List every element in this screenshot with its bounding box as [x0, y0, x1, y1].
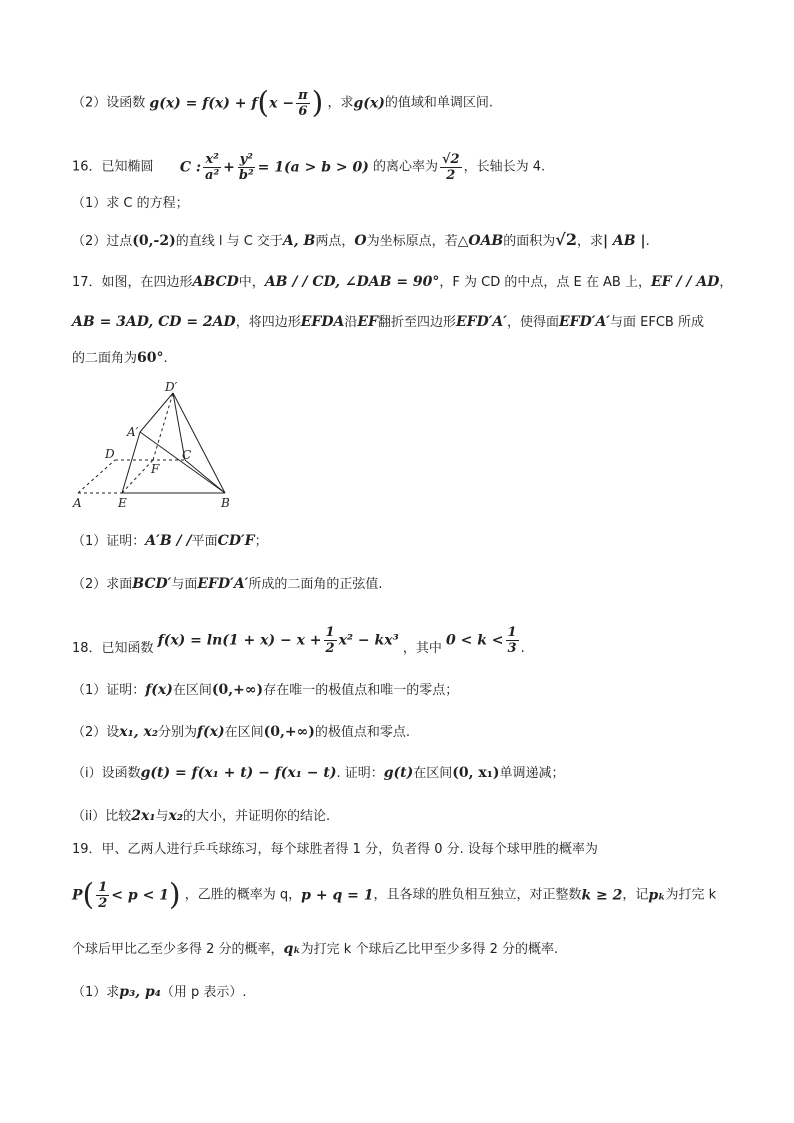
efda: EFDA: [300, 314, 345, 330]
origin: O: [354, 233, 367, 249]
text: （1）证明：: [72, 683, 146, 698]
text: （i）设函数: [72, 766, 141, 781]
efda-plane: EFD′A′: [197, 576, 249, 592]
text: （1）求: [72, 985, 120, 1000]
text: ，长轴长为 4.: [463, 159, 546, 175]
text: ；: [254, 534, 268, 549]
text: ，乙胜的概率为 q，: [184, 887, 302, 903]
abs-ab: | AB |: [602, 233, 646, 249]
k-range: 0 < k <: [446, 632, 504, 649]
q19-part1: [72, 984, 247, 1001]
text: （ii）比较: [72, 809, 132, 824]
qk: qₖ: [283, 941, 301, 957]
text: 在区间: [172, 683, 212, 698]
text: 的面积为: [503, 234, 556, 249]
paren-open: (: [257, 85, 270, 121]
text: 单调递减；: [499, 766, 565, 781]
fx: f(x): [197, 724, 225, 740]
q18-stem: [72, 625, 525, 657]
text: 的二面角为: [72, 351, 138, 366]
pq-sum: p + q = 1: [301, 887, 374, 904]
label-d: D: [105, 447, 115, 461]
q19-stem-line1: [72, 842, 598, 858]
f-def-tail: x² − kx³: [338, 632, 399, 649]
pi-over-6: $\frac{\pi}{6}$: [298, 88, 308, 119]
text: 为打完 k: [665, 887, 717, 903]
interval: (0,+∞): [263, 724, 315, 740]
cond: = 1(a > b > 0): [257, 159, 369, 176]
q18-part1: [72, 682, 458, 699]
abcd: ABCD: [192, 274, 239, 290]
paren-close: ): [168, 877, 181, 913]
label-c: C: [182, 448, 192, 462]
edge-cb: [185, 460, 225, 493]
text: ，且各球的胜负相互独立，对正整数: [373, 887, 582, 903]
text: 翻折至四边形: [377, 315, 456, 330]
text: 17．如图，在四边形: [72, 275, 193, 290]
gx: g(x): [353, 95, 385, 112]
text: ，其中: [402, 641, 442, 656]
fx: f(x): [145, 682, 173, 698]
label-e: E: [118, 496, 127, 510]
text: （1）证明：: [72, 534, 146, 549]
text: 与面 EFCB 所成: [610, 315, 704, 330]
ef-ad: EF / / AD: [650, 274, 720, 290]
q17-figure: [70, 380, 240, 510]
q17-stem-line3: [72, 350, 168, 367]
angle-60: 60°: [137, 350, 164, 366]
label-b: B: [221, 496, 230, 510]
text: .: [645, 234, 650, 249]
edge-ad-dashed: [78, 460, 115, 493]
plus: +: [223, 159, 235, 176]
efda-prime: EFD′A′: [559, 314, 610, 330]
q18-part2: [72, 724, 410, 741]
half: $\frac{1}{2}$: [98, 880, 108, 911]
text: ，将四边形: [235, 315, 301, 330]
text: 所成的二面角的正弦值.: [248, 577, 383, 592]
item-label: （2）设函数: [72, 95, 146, 111]
length-cond: AB = 3AD, CD = 2AD: [72, 314, 236, 330]
text: 为坐标原点，若: [366, 234, 458, 249]
cdf-plane: CD′F: [217, 533, 255, 549]
bcd-plane: BCD′: [132, 576, 172, 592]
text: 存在唯一的极值点和唯一的零点；: [263, 683, 459, 698]
label-a: A: [73, 496, 82, 510]
p3p4: p₃, p₄: [119, 984, 161, 1000]
x-minus: x −: [269, 95, 295, 112]
x1x2: x₁, x₂: [119, 724, 158, 740]
text: 的极值点和零点.: [314, 725, 411, 740]
pk: pₖ: [648, 887, 666, 904]
root2: √2: [555, 230, 577, 249]
text: 的值域和单调区间.: [384, 95, 493, 111]
point: (0,-2): [132, 233, 176, 249]
efda-prime: EFD′A′: [455, 314, 507, 330]
text: 沿: [344, 315, 358, 330]
text: 平面: [191, 534, 218, 549]
text: （2）过点: [72, 234, 133, 249]
ellipse-c: C :: [179, 159, 202, 176]
text: （用 p 表示）.: [160, 985, 247, 1000]
g-def: g(t) = f(x₁ + t) − f(x₁ − t): [140, 765, 337, 781]
q19-stem-line3: [72, 941, 558, 958]
text: 分别为: [158, 725, 198, 740]
paren-open: (: [82, 877, 95, 913]
q17-part1: [72, 533, 268, 550]
text: 中，: [238, 275, 265, 290]
interval: (0, x₁): [452, 765, 500, 781]
apb-parallel: A′B / /: [145, 533, 192, 549]
text: 的离心率为: [372, 159, 438, 175]
text: （2）设: [72, 725, 120, 740]
parallel-cond: AB / / CD, ∠DAB = 90°: [264, 274, 440, 290]
q15-part2: [72, 85, 493, 121]
text: 与面: [171, 577, 198, 592]
gt: g(t): [383, 765, 414, 781]
triangle: △OAB: [457, 233, 504, 249]
text: 的直线 l 与 C 交于: [175, 234, 283, 249]
text: 为打完 k 个球后乙比甲至少多得 2 分的概率.: [300, 942, 559, 957]
q16-part2: [72, 232, 650, 250]
paren-close: ): [311, 85, 324, 121]
text: （1）求 C 的方程；: [72, 196, 189, 211]
third: $\frac{1}{3}$: [507, 625, 517, 656]
edge-fdp-dashed: [153, 393, 173, 460]
text: 18．已知函数: [72, 641, 154, 656]
p-symbol: P: [72, 887, 83, 904]
text: ，: [719, 275, 733, 290]
label-aprime: A′: [127, 425, 139, 439]
label-f: F: [151, 462, 160, 476]
edge-bdp: [173, 393, 225, 493]
text: 在区间: [224, 725, 264, 740]
text: 19．甲、乙两人进行乒乓球练习，每个球胜者得 1 分，负者得 0 分. 设每个球甲胜的概率为: [72, 842, 598, 857]
q17-stem-line1: [72, 274, 732, 291]
interval: (0,+∞): [211, 682, 264, 698]
edge-apdp: [140, 393, 173, 432]
q18-part2-ii: [72, 808, 330, 825]
text: ，使得面: [506, 315, 559, 330]
text: . 证明：: [336, 766, 384, 781]
q17-stem-line2: [72, 314, 704, 331]
text: ，求: [576, 234, 603, 249]
x2-a2: $\frac{\text{x²}}{\text{a²}}$: [205, 152, 220, 183]
q18-part2-i: [72, 765, 565, 782]
q19-stem-line2: [72, 877, 717, 913]
q16-part1: [72, 196, 189, 212]
text: 在区间: [413, 766, 453, 781]
k-cond: k ≥ 2: [581, 887, 623, 904]
text: 两点，: [315, 234, 355, 249]
q16-stem: [72, 152, 545, 183]
text: （2）求面: [72, 577, 133, 592]
q16-lead: 16．已知椭圆: [72, 159, 154, 175]
f-def: f(x) = ln(1 + x) − x +: [157, 632, 322, 649]
text: ，记: [622, 887, 649, 903]
ef: EF: [357, 314, 378, 330]
text: 的大小，并证明你的结论.: [182, 809, 331, 824]
text: ，求: [327, 95, 354, 111]
eccentricity: $\frac{√2}{2}$: [441, 152, 460, 183]
text: ，F 为 CD 的中点，点 E 在 AB 上，: [439, 275, 651, 290]
text: .: [163, 351, 168, 366]
text: 个球后甲比乙至少多得 2 分的概率，: [72, 942, 284, 957]
g-def: g(x) = f(x) + f: [149, 95, 258, 112]
two-x1: 2x₁: [131, 808, 156, 824]
y2-b2: $\frac{\text{y²}}{\text{b²}}$: [238, 152, 254, 183]
ineq: < p < 1: [111, 887, 169, 904]
q17-part2: [72, 576, 383, 593]
half: $\frac{1}{2}$: [325, 625, 335, 656]
text: 与: [155, 809, 169, 824]
label-dprime: D′: [165, 380, 178, 394]
x2: x₂: [168, 808, 183, 824]
ab-points: A, B: [282, 233, 316, 249]
text: .: [520, 641, 525, 656]
